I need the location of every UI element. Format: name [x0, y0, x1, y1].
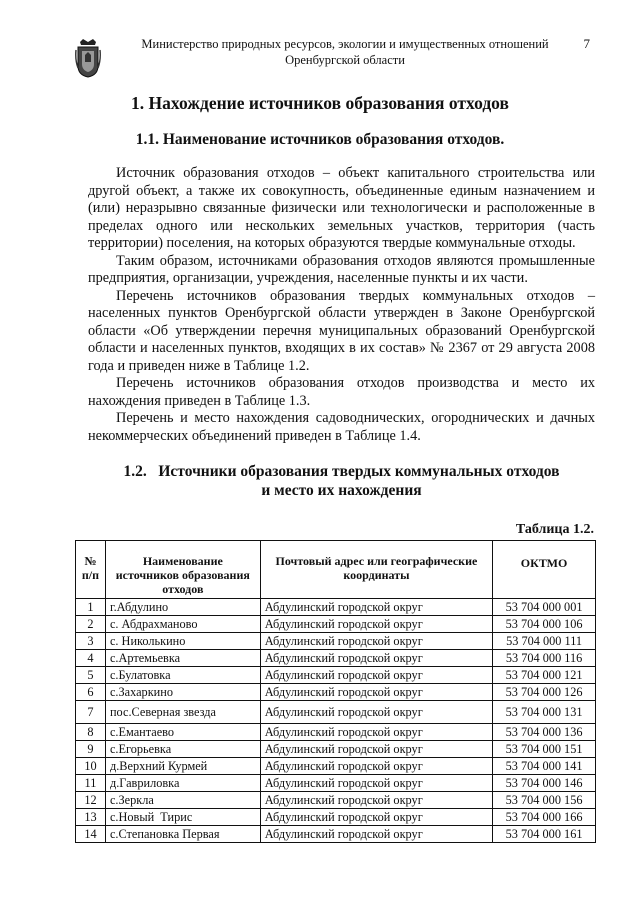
table-row — [76, 616, 596, 633]
cell-oktmo: 53 704 000 146 — [493, 775, 596, 792]
cell-oktmo: 53 704 000 156 — [493, 792, 596, 809]
cell-oktmo: 53 704 000 106 — [493, 616, 596, 633]
cell-address: Абдулинский городской округ — [260, 758, 492, 775]
header-oktmo: ОКТМО — [493, 541, 596, 599]
cell-address: Абдулинский городской округ — [260, 701, 492, 724]
paragraph: Таким образом, источниками образования отходов являются промышленные предприятия, организации, учреждения, населенные пункты и их части. — [88, 252, 595, 286]
section-1-2-title — [88, 462, 595, 500]
table-row — [76, 684, 596, 701]
table-row — [76, 792, 596, 809]
cell-oktmo: 53 704 000 136 — [493, 724, 596, 741]
cell-address: Абдулинский городской округ — [260, 616, 492, 633]
paragraph: Перечень источников образования отходов производства и место их нахождения приведен в Таблице 1.3. — [88, 375, 595, 409]
cell-address: Абдулинский городской округ — [260, 599, 492, 616]
cell-oktmo: 53 704 000 126 — [493, 684, 596, 701]
cell-address: Абдулинский городской округ — [260, 741, 492, 758]
cell-num: 10 — [76, 758, 106, 775]
header-address: Почтовый адрес или географические координаты — [260, 541, 492, 599]
table-row — [76, 809, 596, 826]
ministry-line-1: Министерство природных ресурсов, экологии и имущественных отношений — [141, 37, 549, 51]
ministry-line-2: Оренбургской области — [285, 53, 405, 67]
cell-name: с.Емантаево — [105, 724, 260, 741]
cell-address: Абдулинский городской округ — [260, 684, 492, 701]
section-1-2-title-line-2: и место их нахождения — [261, 482, 422, 499]
cell-name: г.Абдулино — [105, 599, 260, 616]
cell-oktmo: 53 704 000 116 — [493, 650, 596, 667]
paragraph: Перечень и место нахождения садоводнических, огороднических и дачных некоммерческих объединений приведен в Таблице 1.4. — [88, 410, 595, 444]
table-row — [76, 741, 596, 758]
cell-num: 12 — [76, 792, 106, 809]
cell-num: 5 — [76, 667, 106, 684]
table-row — [76, 724, 596, 741]
table-row — [76, 826, 596, 843]
cell-oktmo: 53 704 000 001 — [493, 599, 596, 616]
paragraph: Перечень источников образования твердых коммунальных отходов – населенных пунктов Оренбургской области утвержден в Законе Оренбургской области «Об утверждении перечня муниципальных образований Оренбургской области и населенных пунктов, входящих в их состав» № 2367 от 29 августа 2008 года и приведен ниже в Таблице 1.2. — [88, 287, 595, 374]
paragraph: Источник образования отходов – объект капитального строительства или другой объект, а также их совокупность, объединенные единым назначением и (или) неразрывно связанные физически или технологически и расположенные в пределах одного или нескольких земельных участков, территория (часть территории) поселения, на которых образуются твердые коммунальные отходы. — [88, 165, 595, 251]
cell-num: 4 — [76, 650, 106, 667]
sources-table — [75, 540, 596, 843]
body-text — [88, 165, 595, 445]
cell-name: с. Абдрахманово — [105, 616, 260, 633]
cell-name: пос.Северная звезда — [105, 701, 260, 724]
table-row — [76, 701, 596, 724]
cell-oktmo: 53 704 000 161 — [493, 826, 596, 843]
cell-address: Абдулинский городской округ — [260, 633, 492, 650]
cell-name: с.Егорьевка — [105, 741, 260, 758]
header-name: Наименование источников образования отходов — [105, 541, 260, 599]
cell-name: с. Николькино — [105, 633, 260, 650]
cell-address: Абдулинский городской округ — [260, 792, 492, 809]
cell-name: с.Захаркино — [105, 684, 260, 701]
cell-oktmo: 53 704 000 131 — [493, 701, 596, 724]
page-header — [70, 33, 610, 73]
cell-num: 6 — [76, 684, 106, 701]
cell-name: д.Гавриловка — [105, 775, 260, 792]
table-row — [76, 758, 596, 775]
table-row — [76, 599, 596, 616]
table-caption: Таблица 1.2. — [515, 522, 594, 537]
cell-name: д.Верхний Курмей — [105, 758, 260, 775]
cell-num: 3 — [76, 633, 106, 650]
cell-num: 8 — [76, 724, 106, 741]
ministry-header — [130, 36, 560, 68]
cell-address: Абдулинский городской округ — [260, 650, 492, 667]
cell-num: 14 — [76, 826, 106, 843]
cell-address: Абдулинский городской округ — [260, 775, 492, 792]
cell-address: Абдулинский городской округ — [260, 826, 492, 843]
cell-oktmo: 53 704 000 111 — [493, 633, 596, 650]
header-num: № п/п — [76, 541, 106, 599]
table-row — [76, 775, 596, 792]
cell-oktmo: 53 704 000 166 — [493, 809, 596, 826]
cell-name: с.Зеркла — [105, 792, 260, 809]
table-row — [76, 633, 596, 650]
cell-num: 7 — [76, 701, 106, 724]
section-1-2-title-line-1: 1.2. Источники образования твердых коммунальных отходов — [123, 463, 560, 480]
cell-address: Абдулинский городской округ — [260, 809, 492, 826]
cell-name: с.Артемьевка — [105, 650, 260, 667]
cell-address: Абдулинский городской округ — [260, 724, 492, 741]
cell-num: 13 — [76, 809, 106, 826]
cell-name: с.Новый Тирис — [105, 809, 260, 826]
coat-of-arms-icon — [75, 38, 101, 78]
cell-address: Абдулинский городской округ — [260, 667, 492, 684]
cell-name: с.Степановка Первая — [105, 826, 260, 843]
table-row — [76, 667, 596, 684]
cell-oktmo: 53 704 000 121 — [493, 667, 596, 684]
cell-oktmo: 53 704 000 141 — [493, 758, 596, 775]
section-1-title: 1. Нахождение источников образования отходов — [131, 93, 509, 113]
cell-name: с.Булатовка — [105, 667, 260, 684]
cell-oktmo: 53 704 000 151 — [493, 741, 596, 758]
cell-num: 2 — [76, 616, 106, 633]
cell-num: 9 — [76, 741, 106, 758]
table-row — [76, 650, 596, 667]
page-number: 7 — [583, 36, 590, 51]
cell-num: 11 — [76, 775, 106, 792]
section-1-1-title: 1.1. Наименование источников образования отходов. — [135, 131, 505, 148]
cell-num: 1 — [76, 599, 106, 616]
